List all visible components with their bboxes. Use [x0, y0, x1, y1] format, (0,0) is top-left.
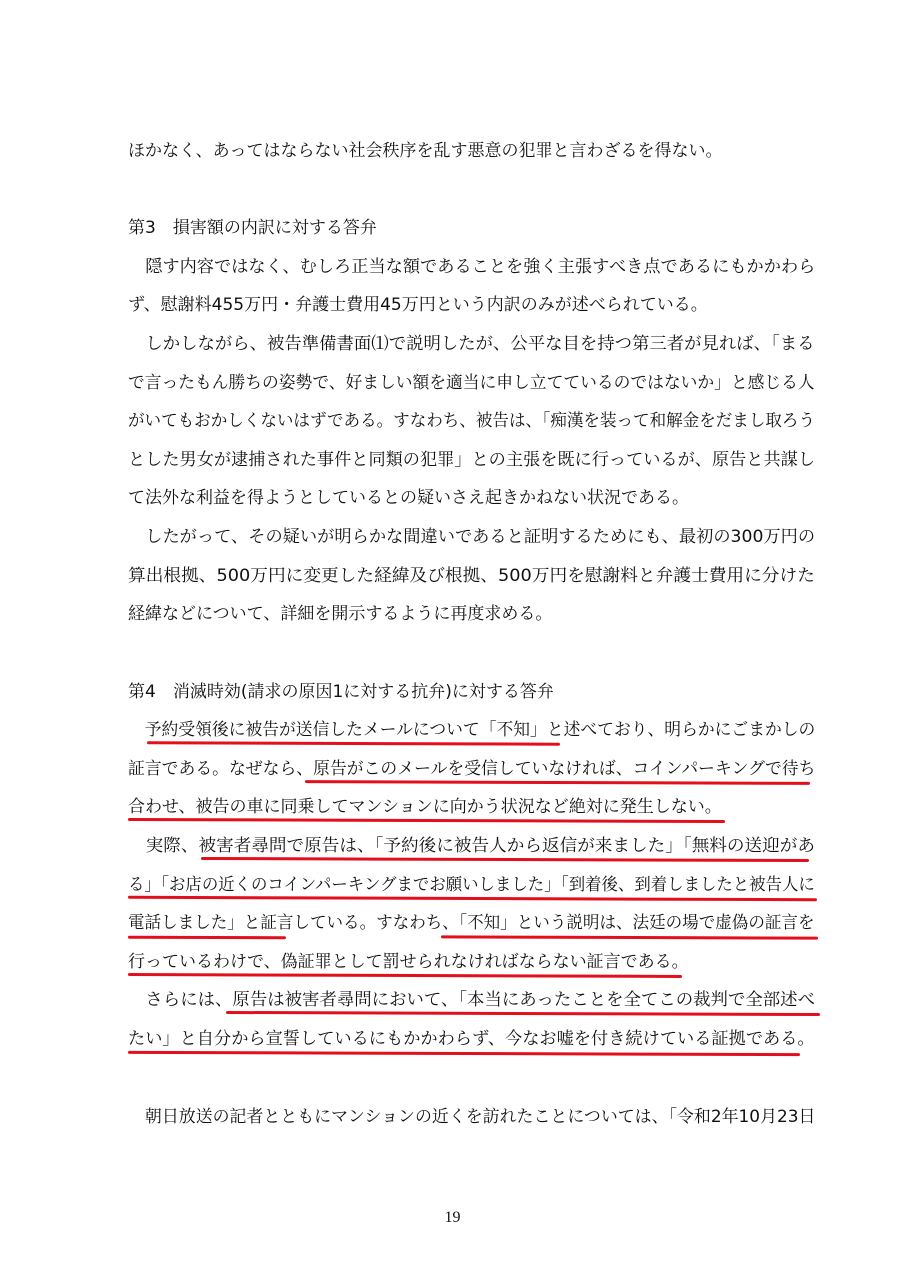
text-line: ほかなく、あってはならない社会秩序を乱す悪意の犯罪と言わざるを得ない。	[128, 141, 723, 161]
red-underline	[128, 1051, 800, 1056]
text-line: る」「お店の近くのコインパーキングまでお願いしました」「到着後、到着しましたと被告人に	[128, 875, 815, 895]
text-line: ず、慰謝料455万円・弁護士費用45万円という内訳のみが述べられている。	[128, 295, 708, 315]
text-line: さらには、原告は被害者尋問において、「本当にあったことを全てこの裁判で全部述べ	[128, 990, 815, 1010]
text-line: 朝日放送の記者とともにマンションの近くを訪れたことについては、「令和2年10月23日	[128, 1107, 816, 1127]
text-line: て法外な利益を得ようとしているとの疑いさえ起きかねない状況である。	[128, 488, 689, 508]
text-line: 実際、被害者尋問で原告は、「予約後に被告人から返信が来ました」「無料の送迎があ	[128, 836, 815, 856]
text-line: で言ったもん勝ちの姿勢で、好ましい額を適当に申し立てているのではないか」と感じる人	[128, 373, 815, 393]
text-line: 算出根拠、500万円に変更した経緯及び根拠、500万円を慰謝料と弁護士費用に分けた	[128, 566, 815, 586]
text-line: 行っているわけで、偽証罪として罰せられなければならない証言である。	[128, 952, 689, 972]
red-underline	[128, 896, 817, 901]
text-line: 予約受領後に被告が送信したメールについて「不知」と述べており、明らかにごまかしの	[128, 720, 816, 740]
red-underline	[128, 973, 682, 978]
section-heading: 第3 損害額の内訳に対する答弁	[128, 218, 377, 238]
page-number: 19	[444, 1209, 461, 1226]
text-line: 証言である。なぜなら、原告がこのメールを受信していなければ、コインパーキングで待ち	[128, 759, 816, 779]
red-underline	[441, 935, 818, 939]
text-line: しかしながら、被告準備書面⑴で説明したが、公平な目を持つ第三者が見れば、「まる	[128, 334, 815, 354]
red-underline	[305, 780, 810, 785]
red-underline	[128, 936, 286, 940]
red-underline	[226, 1011, 820, 1016]
red-underline	[128, 818, 725, 823]
red-underline	[201, 857, 809, 862]
text-line: がいてもおかしくないはずである。すなわち、被告は、「痴漢を装って和解金をだまし取ろう	[128, 411, 816, 431]
text-line: 合わせ、被告の車に同乗してマンションに向かう状況など絶対に発生しない。	[128, 797, 722, 817]
section-heading: 第4 消滅時効(請求の原因1に対する抗弁)に対する答弁	[128, 682, 554, 702]
text-line: 電話しました」と証言している。すなわち、「不知」という説明は、法廷の場で虚偽の証言を	[128, 913, 815, 933]
text-line: たい」と自分から宣誓しているにもかかわらず、今なお嘘を付き続けている証拠である。	[128, 1029, 815, 1049]
text-line: とした男女が逮捕された事件と同類の犯罪」との主張を既に行っているが、原告と共謀し	[128, 450, 815, 470]
text-line: 隠す内容ではなく、むしろ正当な額であることを強く主張すべき点であるにもかかわら	[128, 257, 816, 277]
red-underline	[147, 741, 560, 745]
text-line: したがって、その疑いが明らかな間違いであると証明するためにも、最初の300万円の	[128, 527, 816, 547]
text-line: 経緯などについて、詳細を開示するように再度求める。	[128, 604, 553, 624]
